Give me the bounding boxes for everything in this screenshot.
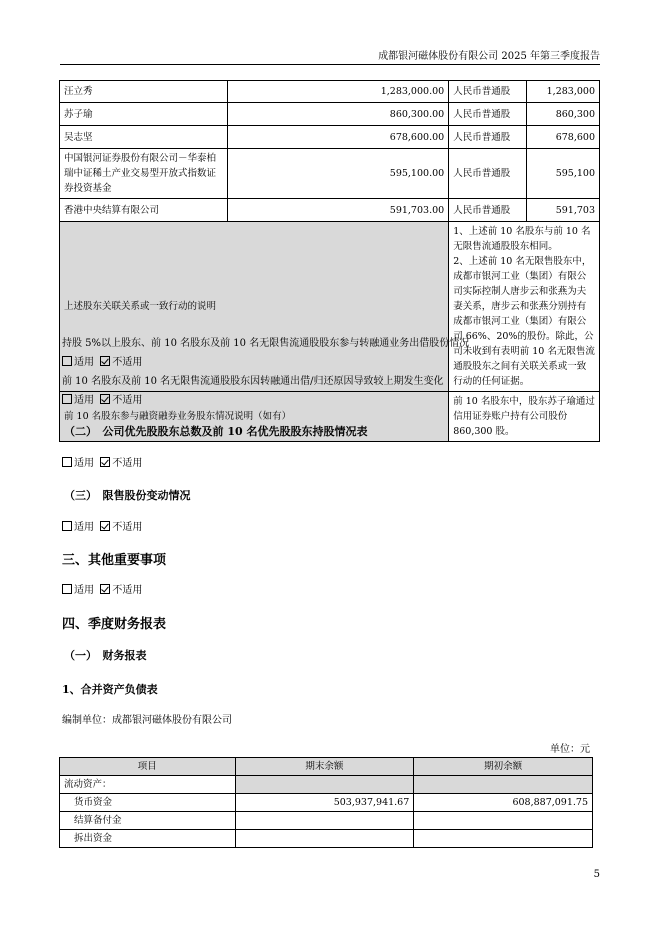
row-item: 货币资金: [60, 794, 236, 812]
holder-shares: 591,703.00: [227, 199, 449, 222]
checked-box-icon[interactable]: [100, 356, 110, 366]
option-not-applicable: 不适用: [112, 395, 143, 406]
option-applicable: 适用: [74, 395, 94, 406]
balance-sheet-title: 1、合并资产负债表: [62, 683, 158, 696]
share-count: 860,300: [527, 103, 600, 126]
unit-label: 单位：元: [550, 744, 590, 755]
row-end-value: [235, 776, 414, 794]
financial-statements-title: （一） 财务报表: [64, 649, 147, 662]
refi-options: [62, 353, 142, 368]
holder-name: 中国银河证券股份有限公司－华泰柏瑞中证稀土产业交易型开放式指数证券投资基金: [60, 149, 228, 199]
top-holders-table: [59, 80, 600, 442]
share-type: 人民币普通股: [449, 103, 527, 126]
row-begin-value: 608,887,091.75: [414, 794, 593, 812]
row-end-value: [235, 830, 414, 848]
balance-sheet-table: [59, 757, 593, 848]
column-header-end: 期末余额: [235, 758, 414, 776]
holder-name: 汪立秀: [60, 81, 228, 103]
change-text: 前 10 名股东及前 10 名无限售流通股股东因转融通出借/归还原因导致较上期发生变化: [62, 376, 444, 387]
row-begin-value: [414, 776, 593, 794]
relation-label: 上述股东关联关系或一致行动的说明: [60, 222, 449, 392]
share-type: 人民币普通股: [449, 81, 527, 103]
unchecked-box-icon[interactable]: [62, 521, 72, 531]
compiler-line: 编制单位：成都银河磁体股份有限公司: [62, 715, 232, 726]
unchecked-box-icon[interactable]: [62, 584, 72, 594]
option-not-applicable: 不适用: [112, 585, 143, 596]
column-header-item: 项目: [60, 758, 236, 776]
restricted-options: [62, 518, 142, 533]
table-row: [60, 81, 600, 103]
relation-text: 1、上述前 10 名股东与前 10 名无限售流通股股东相同。 2、上述前 10 名无限售股东中，成都市银河工业（集团）有限公司实际控制人唐步云和张燕为夫妻关系，唐步云和张燕分别持有成都市银河工业（集团）有限公司 66%、20%的股份。除此，公司未收到有表明前 10 名无限售流通股股东之间有关联关系或一致行动的任何证据。: [449, 222, 600, 392]
option-applicable: 适用: [74, 585, 94, 596]
share-count: 595,100: [527, 149, 600, 199]
holder-name: 吴志坚: [60, 126, 228, 149]
row-item: 流动资产：: [60, 776, 236, 794]
column-header-begin: 期初余额: [414, 758, 593, 776]
section-financial-title: 四、季度财务报表: [62, 617, 167, 632]
table-row: [60, 103, 600, 126]
option-not-applicable: 不适用: [112, 357, 143, 368]
share-type: 人民币普通股: [449, 149, 527, 199]
holder-shares: 1,283,000.00: [227, 81, 449, 103]
table-row: [60, 776, 593, 794]
section-other-title: 三、其他重要事项: [62, 553, 167, 568]
page-number: 5: [593, 869, 600, 880]
option-applicable: 适用: [74, 357, 94, 368]
table-row: [60, 199, 600, 222]
row-begin-value: [414, 830, 593, 848]
holder-shares: 595,100.00: [227, 149, 449, 199]
unchecked-box-icon[interactable]: [62, 457, 72, 467]
header-divider: [60, 64, 600, 65]
unchecked-box-icon[interactable]: [62, 356, 72, 366]
holder-shares: 678,600.00: [227, 126, 449, 149]
share-count: 1,283,000: [527, 81, 600, 103]
other-options: [62, 581, 142, 596]
row-begin-value: [414, 812, 593, 830]
row-end-value: 503,937,941.67: [235, 794, 414, 812]
section-restricted-title: （三） 限售股份变动情况: [64, 489, 191, 502]
option-not-applicable: 不适用: [112, 458, 143, 469]
row-item: 拆出资金: [60, 830, 236, 848]
unchecked-box-icon[interactable]: [62, 394, 72, 404]
row-item: 结算备付金: [60, 812, 236, 830]
holder-shares: 860,300.00: [227, 103, 449, 126]
option-applicable: 适用: [74, 522, 94, 533]
holder-name: 香港中央结算有限公司: [60, 199, 228, 222]
share-type: 人民币普通股: [449, 126, 527, 149]
table-row: [60, 149, 600, 199]
option-applicable: 适用: [74, 458, 94, 469]
change-options: [62, 391, 142, 406]
row-end-value: [235, 812, 414, 830]
checked-box-icon[interactable]: [100, 521, 110, 531]
margin-text: 前 10 名股东中，股东苏子瑜通过信用证券账户持有公司股份 860,300 股。: [449, 392, 600, 442]
holder-name: 苏子瑜: [60, 103, 228, 126]
table-row: [60, 812, 593, 830]
table-header-row: [60, 758, 593, 776]
section-preferred-title: （二） 公司优先股股东总数及前 10 名优先股股东持股情况表: [64, 425, 368, 438]
margin-label: 前 10 名股东参与融资融券业务股东情况说明（如有）: [60, 392, 449, 442]
share-count: 591,703: [527, 199, 600, 222]
checked-box-icon[interactable]: [100, 584, 110, 594]
report-header-title: 成都银河磁体股份有限公司 2025 年第三季度报告: [378, 51, 600, 62]
table-row: [60, 830, 593, 848]
checked-box-icon[interactable]: [100, 457, 110, 467]
share-type: 人民币普通股: [449, 199, 527, 222]
option-not-applicable: 不适用: [112, 522, 143, 533]
table-row: [60, 126, 600, 149]
share-count: 678,600: [527, 126, 600, 149]
pref-options: [62, 454, 142, 469]
refi-text: 持股 5%以上股东、前 10 名股东及前 10 名无限售流通股股东参与转融通业务出借股份情况: [62, 338, 470, 349]
table-row: [60, 794, 593, 812]
checked-box-icon[interactable]: [100, 394, 110, 404]
